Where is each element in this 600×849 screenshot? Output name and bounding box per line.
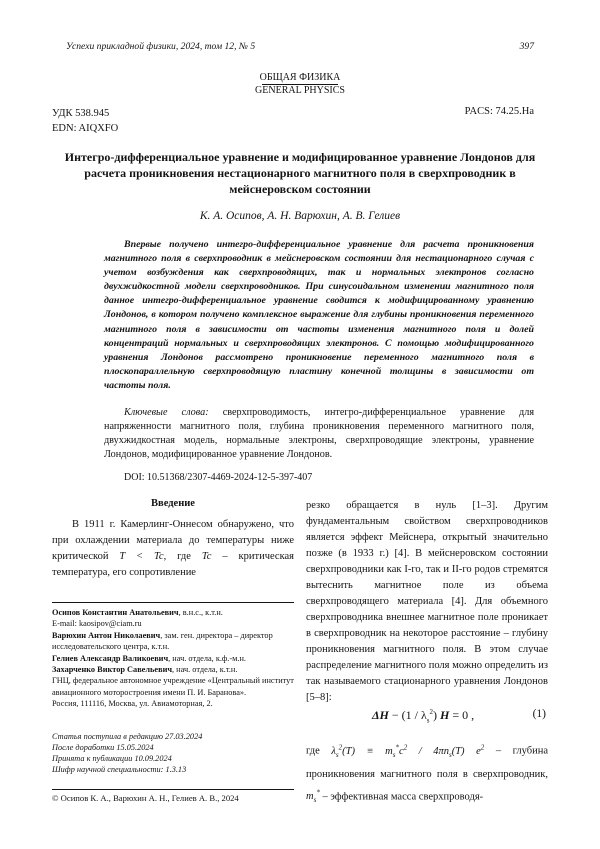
math-t-lt-tc: T < Tc xyxy=(119,551,164,562)
date-accepted: Принята к публикации 10.09.2024 xyxy=(52,754,172,763)
equation-explanation xyxy=(306,738,548,810)
equation-1: $\Delta H - (1 / \lambda_s^2)$ H = 0 , xyxy=(372,708,475,725)
author-4-role: , нач. отдела, к.т.н. xyxy=(172,665,238,675)
intro-column xyxy=(52,498,294,581)
author-1-name: Осипов Константин Анатольевич xyxy=(52,608,179,617)
address: Россия, 111116, Москва, ул. Авиамоторная, 2. xyxy=(52,699,213,709)
keywords xyxy=(104,406,534,462)
section-label xyxy=(0,72,600,97)
author-2-name: Варюхин Антон Николаевич xyxy=(52,630,161,640)
edn-code: EDN: AIQXFO xyxy=(52,123,119,134)
author-2-role: , зам. ген. директора – директор исследовательского центра, к.т.н. xyxy=(52,630,273,652)
date-revised: После доработки 15.05.2024 xyxy=(52,743,154,752)
classification-codes xyxy=(52,106,118,136)
math-tc: Tc xyxy=(201,551,212,562)
author-2 xyxy=(52,630,294,653)
author-3 xyxy=(52,653,294,664)
author-1-role: , в.н.с., к.т.н. xyxy=(178,608,223,617)
math-ms: $m_s^*$ xyxy=(306,788,320,805)
author-1 xyxy=(52,607,294,618)
article-dates xyxy=(52,731,202,775)
author-4-name: Захарченко Виктор Савельевич xyxy=(52,665,173,675)
section-ru: ОБЩАЯ ФИЗИКА xyxy=(259,72,341,83)
intro-paragraph xyxy=(52,517,294,581)
journal-header: Успехи прикладной физики, 2024, том 12, № 5 xyxy=(66,41,256,52)
keywords-text: сверхпроводимость, интегро-дифференциальное уравнение для напряженности магнитного поля, глубина проникновения переменного магнитного поля, двухжидкостная модель, нормальные электроны, сверхпроводящие электроны, уравнение Лондонов, модифицированное уравнение Лондонов. xyxy=(104,407,534,461)
where-b: – глубина проникновения магнитного поля в сверхпроводник, xyxy=(306,745,549,780)
doi[interactable]: DOI: 10.51368/2307-4469-2024-12-5-397-407 xyxy=(124,472,313,483)
where-a: где xyxy=(306,745,320,757)
section-heading: Введение xyxy=(151,498,195,509)
author-1-email[interactable]: E-mail: kaosipov@ciam.ru xyxy=(52,619,142,629)
intro-text-c: – критическая температура, его сопротивление xyxy=(52,551,295,578)
keywords-label: Ключевые слова: xyxy=(124,407,209,418)
paper-title: Интегро-дифференциальное уравнение и модифицированное уравнение Лондонов для расчета проникновения нестационарного магнитного поля в сверхпроводник в мейснеровском состоянии xyxy=(64,150,536,196)
intro-text-a: В 1911 г. Камерлинг-Оннесом обнаружено, что при охлаждении материала до температуры ниже критической xyxy=(52,519,294,562)
equation-number: (1) xyxy=(532,708,546,720)
section-en: GENERAL PHYSICS xyxy=(255,85,345,96)
author-affiliations xyxy=(52,602,294,710)
date-received: Статья поступила в редакцию 27.03.2024 xyxy=(52,732,203,741)
right-column xyxy=(306,498,548,706)
math-lambda-def: $\lambda_s^2(T) \equiv m_s^*c^2 / 4\pi n_s(T)$ $e^2$ xyxy=(331,743,485,759)
page-number: 397 xyxy=(519,41,534,52)
abstract: Впервые получено интегро-дифференциальное уравнение для расчета проникновения магнитного поля в сверхпроводник в мейснеровском состоянии для нестационарного случая с учетом возбуждения как сверхпроводящих, так и нормальных электронов согласно двухжидкостной модели сверхпроводников. При синусоидальном изменении магнитного поля данное интегро-дифференциальное уравнение сводится к модифицированному уравнению Лондонов, в котором получено комплексное выражение для глубины проникновения переменного магнитного поля в зависимости от частоты изменения магнитного поля и долей концентраций нормальных и сверхпроводящих электронов. С помощью модифицированного уравнения Лондонов рассмотрено проникновение переменного магнитного поля в плоскопараллельную сверхпроводящую пластину конечной толщины в зависимости от частоты поля. xyxy=(104,239,534,391)
author-3-role: , нач. отдела, к.ф.-м.н. xyxy=(168,653,246,663)
body-paragraph: резко обращается в нуль [1–3]. Другим фундаментальным свойством сверхпроводников является эффект Мейснера, открытый значительно позже (в 1933 г.) [4]. В мейснеровском состоянии сверхпроводники как I-го, так и II-го родов стремятся вытеснить магнитное поле из объема сверхпроводящего материала [4]. Для объемного сверхпроводника внешнее магнитное поле проникает в сверхпроводник на некоторое расстояние – глубину проникновения магнитного поля. В этом случае распределение магнитного поля можно определить из так называемого стационарного уравнения Лондонов [5–8]: xyxy=(306,500,548,703)
where-c: – эффективная масса сверхпроводя- xyxy=(322,791,484,803)
author-4 xyxy=(52,664,294,675)
copyright: © Осипов К. А., Варюхин А. Н., Гелиев А. В., 2024 xyxy=(52,789,294,803)
intro-text-b: , где xyxy=(163,551,191,562)
specialty-code: Шифр научной специальности: 1.3.13 xyxy=(52,765,187,774)
paper-authors: К. А. Осипов, А. Н. Варюхин, А. В. Гелиев xyxy=(199,210,401,222)
organization: ГНЦ, федеральное автономное учреждение «Центральный институт авиационного моторостроения имени П. И. Баранова». xyxy=(52,676,294,697)
udc-code: УДК 538.945 xyxy=(52,108,110,119)
author-3-name: Гелиев Александр Валикоевич xyxy=(52,653,169,663)
pacs-code: PACS: 74.25.Ha xyxy=(464,106,534,117)
